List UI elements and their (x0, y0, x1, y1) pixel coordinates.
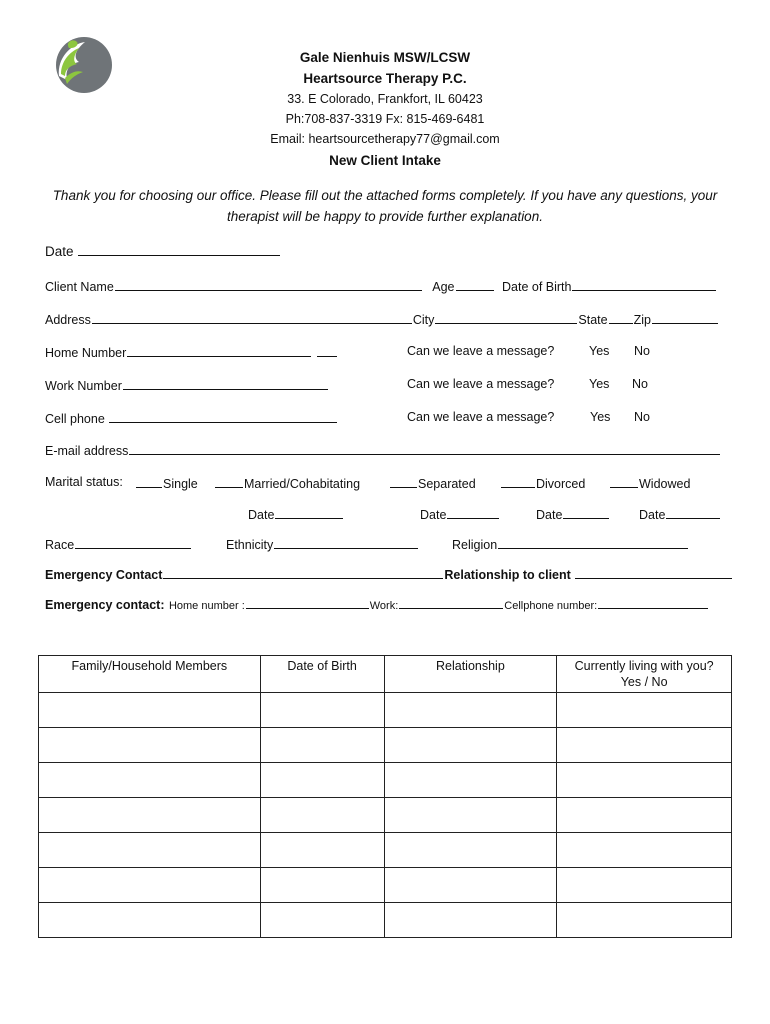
divorced-option[interactable] (500, 475, 585, 491)
household-members-table (38, 655, 732, 938)
single-label: Single (163, 477, 198, 491)
cell-message-yes[interactable]: Yes (590, 410, 611, 424)
table-row (39, 798, 732, 833)
member-dob-cell[interactable] (260, 903, 384, 938)
relationship-label: Relationship to client (444, 568, 571, 582)
work-number-row (45, 377, 329, 393)
email-label: E-mail address (45, 444, 129, 458)
cell-message-no[interactable]: No (634, 410, 650, 424)
member-dob-cell[interactable] (260, 763, 384, 798)
member-name-cell[interactable] (39, 868, 261, 903)
work-number-field[interactable] (123, 377, 328, 390)
religion-row (452, 536, 689, 552)
table-row (39, 868, 732, 903)
member-name-cell[interactable] (39, 763, 261, 798)
widowed-date-label: Date (639, 508, 666, 522)
table-row (39, 693, 732, 728)
member-name-cell[interactable] (39, 693, 261, 728)
ethnicity-label: Ethnicity (226, 538, 274, 552)
home-number-small-label: Home number : (168, 600, 245, 612)
member-dob-cell[interactable] (260, 693, 384, 728)
practice-phone: Ph:708-837-3319 Fx: 815-469-6481 (285, 112, 485, 126)
email-field[interactable] (129, 442, 720, 455)
city-field[interactable] (435, 311, 577, 324)
work-message-yes[interactable]: Yes (589, 377, 610, 391)
age-field[interactable] (456, 278, 494, 291)
member-relationship-cell[interactable] (384, 693, 557, 728)
member-dob-cell[interactable] (260, 728, 384, 763)
address-field[interactable] (92, 311, 412, 324)
member-relationship-cell[interactable] (384, 833, 557, 868)
practice-address: 33. E Colorado, Frankfort, IL 60423 (287, 92, 483, 106)
single-option[interactable] (135, 475, 198, 491)
home-number-label: Home Number (45, 346, 127, 360)
single-blank[interactable] (136, 475, 162, 488)
member-name-cell[interactable] (39, 728, 261, 763)
widowed-option[interactable] (609, 475, 690, 491)
member-name-cell[interactable] (39, 903, 261, 938)
state-field[interactable] (609, 311, 633, 324)
emergency-numbers-row (45, 596, 709, 614)
home-message-question: Can we leave a message? (407, 344, 555, 358)
therapist-name: Gale Nienhuis MSW/LCSW (299, 50, 471, 65)
cell-phone-label: Cell phone (45, 412, 105, 426)
home-number-field[interactable] (127, 344, 311, 357)
intro-text: Thank you for choosing our office. Please fill out the attached forms completely. If you have any questions, your therapist will be happy to provide further explanation. (52, 188, 718, 224)
client-name-label: Client Name (45, 280, 114, 294)
married-date-label: Date (248, 508, 275, 522)
member-living-cell[interactable] (557, 868, 732, 903)
date-label: Date (45, 244, 74, 259)
work-message-no[interactable]: No (632, 377, 648, 391)
race-field[interactable] (75, 536, 191, 549)
dob-label: Date of Birth (502, 280, 572, 294)
religion-field[interactable] (498, 536, 688, 549)
married-blank[interactable] (215, 475, 243, 488)
header-family-members: Family/Household Members (39, 656, 261, 693)
header-date-of-birth: Date of Birth (260, 656, 384, 693)
member-relationship-cell[interactable] (384, 763, 557, 798)
client-name-row (45, 278, 717, 294)
divorced-date-field[interactable] (563, 506, 609, 519)
city-label: City (412, 313, 435, 327)
married-option[interactable] (214, 475, 360, 491)
separated-date-label: Date (420, 508, 447, 522)
married-date-field[interactable] (275, 506, 343, 519)
zip-label: Zip (633, 313, 651, 327)
zip-field[interactable] (652, 311, 718, 324)
marital-status-label: Marital status: (45, 475, 123, 489)
divorced-date (536, 506, 610, 522)
cell-phone-field[interactable] (109, 410, 337, 423)
age-label: Age (432, 280, 455, 294)
home-number-ext-field[interactable] (317, 344, 337, 357)
dob-field[interactable] (572, 278, 716, 291)
member-name-cell[interactable] (39, 798, 261, 833)
emergency-contact-label: Emergency Contact (45, 568, 163, 582)
cellphone-small-label: Cellphone number: (504, 600, 598, 612)
date-row (45, 243, 281, 259)
header-living-with-you: Currently living with you? Yes / No (557, 656, 732, 693)
work-number-label: Work Number (45, 379, 122, 393)
table-row (39, 833, 732, 868)
member-living-cell[interactable] (557, 903, 732, 938)
home-message-yes[interactable]: Yes (589, 344, 610, 358)
practice-name: Heartsource Therapy P.C. (303, 71, 467, 86)
form-title: New Client Intake (329, 153, 441, 168)
member-living-cell[interactable] (557, 693, 732, 728)
member-living-cell[interactable] (557, 728, 732, 763)
widowed-date (639, 506, 721, 522)
table-row (39, 763, 732, 798)
divorced-blank[interactable] (501, 475, 535, 488)
member-relationship-cell[interactable] (384, 798, 557, 833)
home-number-row (45, 344, 338, 360)
header-relationship: Relationship (384, 656, 557, 693)
race-row (45, 536, 192, 552)
member-name-cell[interactable] (39, 833, 261, 868)
separated-option[interactable] (389, 475, 476, 491)
table-row (39, 903, 732, 938)
date-field[interactable] (78, 243, 280, 256)
cell-phone-row (45, 410, 338, 426)
separated-date (420, 506, 500, 522)
table-row (39, 728, 732, 763)
widowed-blank[interactable] (610, 475, 638, 488)
cell-message-question: Can we leave a message? (407, 410, 555, 424)
divorced-date-label: Date (536, 508, 563, 522)
table-header-row (39, 656, 732, 693)
member-living-cell[interactable] (557, 798, 732, 833)
ethnicity-row (226, 536, 419, 552)
emergency-cell-field[interactable] (598, 598, 708, 609)
member-dob-cell[interactable] (260, 868, 384, 903)
member-living-cell[interactable] (557, 763, 732, 798)
member-relationship-cell[interactable] (384, 903, 557, 938)
race-label: Race (45, 538, 75, 552)
religion-label: Religion (452, 538, 498, 552)
widowed-label: Widowed (639, 477, 691, 491)
member-living-cell[interactable] (557, 833, 732, 868)
address-row (45, 311, 719, 327)
client-name-field[interactable] (115, 278, 422, 291)
separated-date-field[interactable] (447, 506, 499, 519)
ethnicity-field[interactable] (274, 536, 418, 549)
member-relationship-cell[interactable] (384, 728, 557, 763)
relationship-field[interactable] (575, 566, 732, 579)
member-relationship-cell[interactable] (384, 868, 557, 903)
work-message-question: Can we leave a message? (407, 377, 555, 391)
work-small-label: Work: (369, 600, 399, 612)
member-dob-cell[interactable] (260, 833, 384, 868)
member-dob-cell[interactable] (260, 798, 384, 833)
emergency-contact-row (45, 566, 733, 582)
divorced-label: Divorced (536, 477, 586, 491)
address-label: Address (45, 313, 91, 327)
emergency-work-field[interactable] (399, 598, 503, 609)
practice-email: Email: heartsourcetherapy77@gmail.com (270, 132, 500, 146)
separated-label: Separated (418, 477, 476, 491)
married-date (248, 506, 344, 522)
widowed-date-field[interactable] (666, 506, 720, 519)
state-label: State (578, 313, 608, 327)
emergency-contact-field[interactable] (163, 566, 443, 579)
separated-blank[interactable] (390, 475, 417, 488)
home-message-no[interactable]: No (634, 344, 650, 358)
email-row (45, 442, 721, 458)
emergency-contact2-label: Emergency contact: (45, 598, 165, 612)
married-label: Married/Cohabitating (244, 477, 361, 491)
emergency-home-field[interactable] (246, 598, 369, 609)
